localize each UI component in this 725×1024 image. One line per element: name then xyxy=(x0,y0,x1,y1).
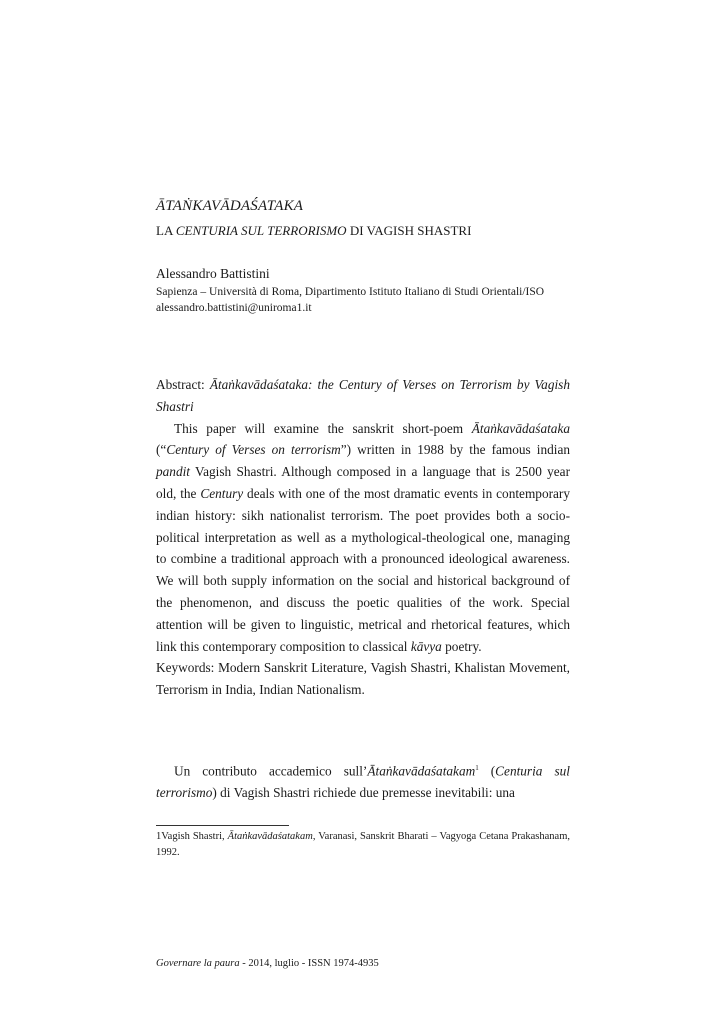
footnote-italic: Ātaṅkavādaśatakam xyxy=(227,831,313,842)
abstract-section xyxy=(156,374,570,701)
author-affiliation: Sapienza – Università di Roma, Dipartimento Istituto Italiano di Studi Orientali/ISO alessandro.battistini@uniroma1.it xyxy=(156,286,545,314)
abstract-italic-4: Century xyxy=(200,485,244,501)
paper-title: ĀTAṄKAVĀDAŚATAKA xyxy=(156,198,304,214)
author-name: Alessandro Battistini xyxy=(156,266,270,281)
footnote xyxy=(156,829,570,861)
abstract-label: Abstract: xyxy=(156,377,210,392)
keywords: Keywords: Modern Sanskrit Literature, Vagish Shastri, Khalistan Movement, Terrorism in India, Indian Nationalism. xyxy=(156,660,570,698)
footnote-ref[interactable]: 1 xyxy=(475,764,479,772)
body-italic-2: Centuria sul terrorismo xyxy=(156,763,570,801)
footnote-divider xyxy=(156,825,289,826)
abstract-text-3: ”) written in 1988 by the famous indian xyxy=(340,442,570,458)
abstract-italic-5: kāvya xyxy=(410,638,442,654)
page-footer xyxy=(156,958,379,969)
subtitle-italic: CENTURIA SUL TERRORISMO xyxy=(175,223,347,238)
abstract-text-5: deals with one of the most dramatic events in contemporary indian history: sikh nationalist terrorism. The poet provides both a socio-political interpretation as well as a mythological-theological one, managing to combine a traditional approach with a pronounced ideological awareness. We will both supply information on the social and historical background of the phenomenon, and discuss the poetic qualities of the work. Special attention will be given to linguistic, metrical and rhetorical features, which link this contemporary composition to classical xyxy=(156,485,570,654)
subtitle-suffix: DI VAGISH SHASTRI xyxy=(346,223,472,238)
abstract-italic-1: Ātaṅkavādaśataka xyxy=(471,420,570,436)
body-text-2: ( xyxy=(478,763,496,779)
body-text xyxy=(156,757,570,804)
body-text-3: ) di Vagish Shastri richiede due premesse inevitabili: una xyxy=(212,785,515,801)
abstract-text-1: This paper will examine the sanskrit short-poem xyxy=(174,420,472,436)
footer-journal: Governare la paura xyxy=(156,958,240,969)
paper-subtitle xyxy=(156,223,471,239)
body-paragraph xyxy=(156,757,570,804)
abstract-body xyxy=(156,418,570,658)
abstract-heading xyxy=(156,374,570,418)
subtitle-prefix: LA xyxy=(156,223,176,238)
footnote-text-2: , Varanasi, Sanskrit Bharati – Vagyoga Cetana Prakashanam, 1992. xyxy=(156,831,571,858)
body-italic-1: Ātaṅkavādaśatakam xyxy=(367,763,476,779)
abstract-title: Ātaṅkavādaśataka: the Century of Verses on Terrorism by Vagish Shastri xyxy=(156,377,570,414)
abstract-italic-3: pandit xyxy=(156,464,190,480)
abstract-text-4: Vagish Shastri. Although composed in a language that is 2500 year old, the xyxy=(156,464,570,501)
body-text-1: Un contributo accademico sull’ xyxy=(174,763,368,779)
footer-details: - 2014, luglio - ISSN 1974-4935 xyxy=(239,958,379,969)
footnote-text-1: 1Vagish Shastri, xyxy=(156,831,228,842)
abstract-text-6: poetry. xyxy=(441,638,482,654)
abstract-italic-2: Century of Verses on terrorism xyxy=(166,442,341,458)
abstract-text-2: (“ xyxy=(156,442,167,458)
